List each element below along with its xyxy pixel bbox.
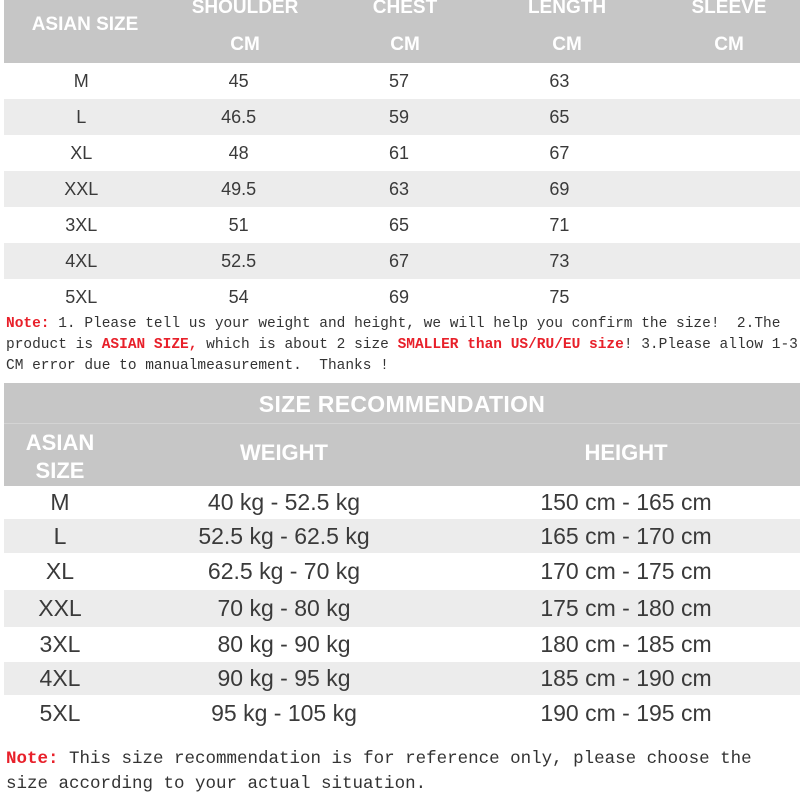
cell-sleeve: [640, 171, 800, 207]
size-recommendation-table: [4, 383, 800, 732]
cell-size: 4XL: [65, 251, 98, 271]
cell-size: M: [50, 489, 70, 515]
cell-size: XL: [70, 143, 93, 163]
header-chest-label: CHEST: [372, 0, 438, 18]
cell-size: XL: [45, 558, 75, 584]
cell-chest: 63: [389, 179, 410, 199]
table-row: [4, 207, 800, 243]
table-row: [4, 590, 800, 627]
cell-length: 65: [549, 107, 570, 127]
note-label: Note:: [6, 316, 50, 332]
cell-shoulder: 48: [228, 143, 249, 163]
size-note: [6, 314, 807, 377]
table-row: [4, 63, 800, 99]
header-weight: WEIGHT: [240, 440, 328, 465]
cell-height: 165 cm - 170 cm: [540, 523, 712, 549]
cell-shoulder: 54: [228, 287, 249, 307]
cell-height: 175 cm - 180 cm: [540, 595, 712, 621]
cell-sleeve: [640, 63, 800, 99]
cell-shoulder: 49.5: [221, 179, 257, 199]
cell-chest: 57: [389, 71, 410, 91]
cell-weight: 95 kg - 105 kg: [211, 700, 357, 726]
note-text-part: 1. Please tell us your weight and height, we will help you confirm the size! 2.The product is: [6, 316, 790, 353]
cell-size: 5XL: [65, 287, 98, 307]
note-text-part: ! 3.Please allow 1-3 CM error due to manualmeasurement. Thanks !: [6, 337, 807, 374]
header-height: HEIGHT: [584, 440, 668, 465]
header-asian-size: [4, 429, 116, 485]
cell-length: 63: [549, 71, 570, 91]
cell-size: 5XL: [39, 700, 81, 726]
cell-height: 190 cm - 195 cm: [540, 700, 712, 726]
header-shoulder-label: SHOULDER: [191, 0, 299, 18]
table-row: [4, 695, 800, 732]
table-row: [4, 519, 800, 553]
table-row: [4, 553, 800, 590]
cell-height: 150 cm - 165 cm: [540, 489, 712, 515]
recommendation-note: [6, 747, 798, 797]
header-asian-size-line1: ASIAN: [25, 430, 95, 455]
cell-size: 3XL: [39, 631, 81, 657]
cell-length: 75: [549, 287, 570, 307]
cell-sleeve: [640, 243, 800, 279]
cell-length: 73: [549, 251, 570, 271]
table-row: [4, 279, 800, 315]
cell-chest: 61: [389, 143, 410, 163]
header-chest-unit: CM: [390, 34, 420, 55]
table-row: [4, 99, 800, 135]
header-asian-size: ASIAN SIZE: [31, 14, 139, 35]
cell-size: L: [53, 523, 67, 549]
recommendation-title: SIZE RECOMMENDATION: [4, 383, 800, 423]
table-row: [4, 662, 800, 695]
cell-length: 67: [549, 143, 570, 163]
cell-size: 3XL: [65, 215, 98, 235]
cell-chest: 69: [389, 287, 410, 307]
cell-chest: 59: [389, 107, 410, 127]
header-shoulder-unit: CM: [230, 34, 260, 55]
size-chart-table: [4, 0, 800, 315]
cell-weight: 52.5 kg - 62.5 kg: [198, 523, 370, 549]
cell-size: 4XL: [39, 665, 81, 691]
cell-chest: 67: [389, 251, 410, 271]
header-length-unit: CM: [552, 34, 582, 55]
header-sleeve-unit: CM: [714, 34, 744, 55]
size-chart-header: [4, 0, 800, 63]
cell-weight: 80 kg - 90 kg: [217, 631, 351, 657]
note-text: This size recommendation is for reference only, please choose the size according to your actual situation.: [6, 749, 763, 794]
cell-shoulder: 51: [228, 215, 249, 235]
note-highlight-smaller: SMALLER than US/RU/EU size: [397, 337, 624, 353]
cell-height: 185 cm - 190 cm: [540, 665, 712, 691]
recommendation-header: [4, 423, 800, 486]
cell-chest: 65: [389, 215, 410, 235]
cell-weight: 70 kg - 80 kg: [217, 595, 351, 621]
cell-size: XXL: [38, 595, 82, 621]
cell-length: 69: [549, 179, 570, 199]
cell-height: 170 cm - 175 cm: [540, 558, 712, 584]
table-row: [4, 171, 800, 207]
cell-sleeve: [640, 279, 800, 315]
table-row: [4, 627, 800, 662]
cell-weight: 90 kg - 95 kg: [217, 665, 351, 691]
cell-shoulder: 46.5: [221, 107, 257, 127]
cell-weight: 62.5 kg - 70 kg: [207, 558, 361, 584]
table-row: [4, 243, 800, 279]
cell-sleeve: [640, 207, 800, 243]
cell-shoulder: 45: [228, 71, 249, 91]
header-asian-size-line2: SIZE: [35, 458, 85, 483]
cell-sleeve: [640, 99, 800, 135]
cell-size: XXL: [64, 179, 99, 199]
table-row: [4, 486, 800, 519]
cell-length: 71: [549, 215, 570, 235]
note-label: Note:: [6, 749, 59, 769]
note-text-part: which is about 2 size: [197, 337, 398, 353]
header-length-label: LENGTH: [527, 0, 607, 18]
cell-shoulder: 52.5: [221, 251, 257, 271]
table-row: [4, 135, 800, 171]
note-highlight-asian-size: ASIAN SIZE,: [101, 337, 198, 353]
cell-sleeve: [640, 135, 800, 171]
cell-size: M: [73, 71, 89, 91]
cell-size: L: [76, 107, 87, 127]
cell-height: 180 cm - 185 cm: [540, 631, 712, 657]
header-sleeve-label: SLEEVE: [691, 0, 767, 18]
cell-weight: 40 kg - 52.5 kg: [207, 489, 361, 515]
